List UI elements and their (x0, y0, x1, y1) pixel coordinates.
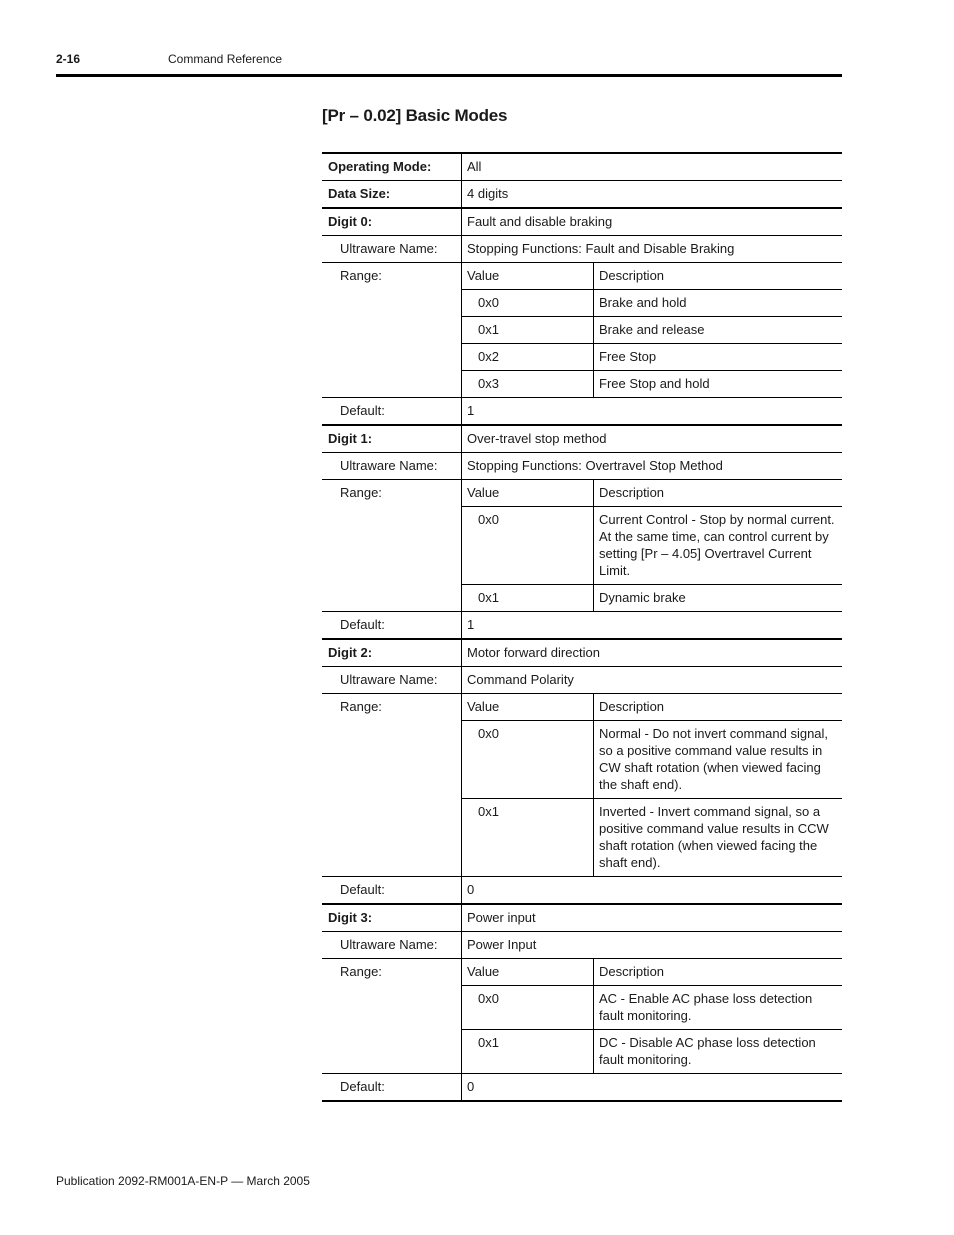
ultraware-label: Ultraware Name: (322, 932, 462, 959)
range-header-row (462, 694, 842, 721)
range-item-row (462, 721, 842, 799)
default-value: 1 (462, 612, 843, 640)
digit-row (322, 208, 842, 236)
ultraware-row (322, 236, 842, 263)
range-label: Range: (322, 694, 462, 877)
default-value: 0 (462, 877, 843, 905)
range-description-header: Description (594, 480, 843, 507)
page-header (56, 52, 842, 76)
ultraware-label: Ultraware Name: (322, 236, 462, 263)
range-description: Free Stop (594, 344, 843, 371)
range-item-row (462, 344, 842, 371)
digits-section (322, 208, 842, 1101)
range-value: 0x3 (462, 371, 594, 398)
range-description: Free Stop and hold (594, 371, 843, 398)
range-description-header: Description (594, 959, 843, 986)
range-item-row (462, 799, 842, 877)
digit-label: Digit 2: (322, 639, 462, 667)
default-label: Default: (322, 612, 462, 640)
default-row (322, 612, 842, 640)
range-description: Brake and hold (594, 290, 843, 317)
range-item-row (462, 371, 842, 398)
default-label: Default: (322, 1074, 462, 1102)
range-value-header: Value (467, 964, 500, 979)
range-header-row (462, 480, 842, 507)
range-cell (462, 959, 843, 1074)
header-rule (56, 74, 842, 77)
parameter-table (322, 152, 842, 1102)
digit-label: Digit 3: (322, 904, 462, 932)
range-value-header: Value (467, 699, 500, 714)
digit-row (322, 425, 842, 453)
range-description: Normal - Do not invert command signal, so a positive command value results in CW shaft rotation (when viewed facing the shaft end). (594, 721, 843, 799)
range-header-row (462, 263, 842, 290)
table-row (322, 153, 842, 181)
range-value: 0x2 (462, 344, 594, 371)
range-table (462, 694, 842, 876)
default-value: 0 (462, 1074, 843, 1102)
digit-label: Digit 0: (322, 208, 462, 236)
range-table (462, 263, 842, 397)
range-value: 0x1 (462, 799, 594, 877)
ultraware-name: Stopping Functions: Fault and Disable Braking (462, 236, 843, 263)
range-row (322, 263, 842, 398)
range-value: 0x1 (462, 317, 594, 344)
default-value: 1 (462, 398, 843, 426)
digit-title: Power input (462, 904, 843, 932)
range-description: Current Control - Stop by normal current. At the same time, can control current by setting [Pr – 4.05] Overtravel Current Limit. (594, 507, 843, 585)
range-label: Range: (322, 480, 462, 612)
ultraware-row (322, 667, 842, 694)
range-value: 0x0 (462, 507, 594, 585)
range-table (462, 480, 842, 611)
operating-mode-value: All (462, 153, 843, 181)
data-size-value: 4 digits (462, 181, 843, 209)
range-label: Range: (322, 959, 462, 1074)
range-item-row (462, 317, 842, 344)
range-item-row (462, 585, 842, 612)
range-cell (462, 263, 843, 398)
range-value-header: Value (467, 268, 500, 283)
ultraware-name: Stopping Functions: Overtravel Stop Method (462, 453, 843, 480)
ultraware-name: Power Input (462, 932, 843, 959)
default-row (322, 398, 842, 426)
range-header-row (462, 959, 842, 986)
table-row (322, 181, 842, 209)
range-description: Inverted - Invert command signal, so a positive command value results in CCW shaft rotation (when viewed facing the shaft end). (594, 799, 843, 877)
default-row (322, 1074, 842, 1102)
ultraware-row (322, 453, 842, 480)
footer-publication: Publication 2092-RM001A-EN-P — March 2005 (56, 1174, 310, 1188)
digit-title: Over-travel stop method (462, 425, 843, 453)
range-row (322, 959, 842, 1074)
range-item-row (462, 507, 842, 585)
range-row (322, 480, 842, 612)
range-item-row (462, 1030, 842, 1074)
data-size-label: Data Size: (322, 181, 462, 209)
range-table (462, 959, 842, 1073)
digit-label: Digit 1: (322, 425, 462, 453)
running-title: Command Reference (168, 52, 283, 66)
range-item-row (462, 986, 842, 1030)
range-description-header: Description (594, 263, 843, 290)
range-row (322, 694, 842, 877)
range-value: 0x0 (462, 721, 594, 799)
range-value: 0x0 (462, 290, 594, 317)
default-label: Default: (322, 877, 462, 905)
ultraware-label: Ultraware Name: (322, 453, 462, 480)
default-row (322, 877, 842, 905)
digit-row (322, 639, 842, 667)
digit-title: Motor forward direction (462, 639, 843, 667)
digit-row (322, 904, 842, 932)
range-cell (462, 480, 843, 612)
section-title: [Pr – 0.02] Basic Modes (322, 106, 508, 125)
range-value: 0x1 (462, 585, 594, 612)
range-value: 0x1 (462, 1030, 594, 1074)
range-description: DC - Disable AC phase loss detection fault monitoring. (594, 1030, 843, 1074)
range-value: 0x0 (462, 986, 594, 1030)
range-description: AC - Enable AC phase loss detection fault monitoring. (594, 986, 843, 1030)
operating-mode-label: Operating Mode: (322, 153, 462, 181)
ultraware-row (322, 932, 842, 959)
range-description: Dynamic brake (594, 585, 843, 612)
ultraware-name: Command Polarity (462, 667, 843, 694)
default-label: Default: (322, 398, 462, 426)
range-cell (462, 694, 843, 877)
page-number: 2-16 (56, 52, 81, 66)
ultraware-label: Ultraware Name: (322, 667, 462, 694)
range-description-header: Description (594, 694, 843, 721)
range-label: Range: (322, 263, 462, 398)
range-value-header: Value (467, 485, 500, 500)
range-description: Brake and release (594, 317, 843, 344)
digit-title: Fault and disable braking (462, 208, 843, 236)
range-item-row (462, 290, 842, 317)
